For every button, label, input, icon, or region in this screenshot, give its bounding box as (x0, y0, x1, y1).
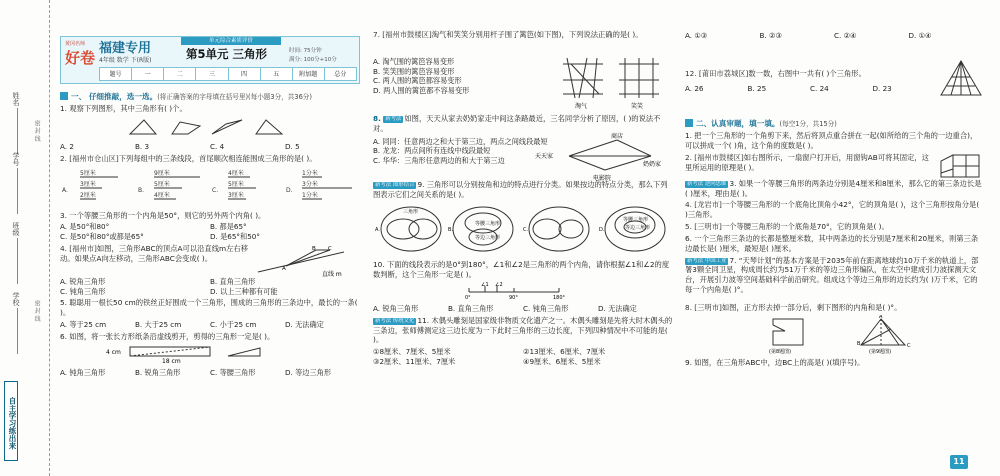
f5-text: 一个等腰三角形的一个底角是70°，它的顶角是( )。 (721, 222, 889, 232)
question-5: 5. 聪聪用一根长50 cm的铁丝正好围成一个三角形，围成的三角形的三条边中，最长的一条( )。 (60, 298, 358, 318)
fill-6: 6. 一个三角形三条边的长都是整厘米数，其中两条边的长分别是7厘米和20厘米，则第三条边最长是( )厘米，最短是( )厘米。 (685, 233, 979, 253)
class-blank[interactable] (17, 238, 18, 284)
q7-text: 淘气和笑笑分别用杆子围了篱笆(如下图)，下列说法正确的是( )。 (431, 30, 643, 39)
q10-tick: 0° (465, 295, 471, 301)
f3-text: 3. 如果一个等腰三角形的两条边分别是4厘米和8厘米，那么它的第三条边长是( )厘米，理由是( )。 (685, 178, 982, 198)
q12-text: 数一数，右图中一共有( )个三角形。 (748, 68, 866, 78)
class-label: 班级 (12, 222, 20, 236)
section-marker-icon (60, 92, 68, 100)
f8-source: 8. [三明市] (685, 302, 722, 312)
q1-shape (256, 120, 282, 134)
fill-4 (685, 200, 983, 220)
fill-2-block (685, 153, 983, 179)
unit-title: 第5单元 三角形 (186, 47, 268, 61)
option-d[interactable]: D. 无法确定 (285, 320, 324, 330)
q8-label-cinema: 电影院 (593, 174, 612, 182)
q9-option-d[interactable]: D. (599, 227, 605, 234)
choice-3: ③2厘米、11厘米、7厘米 (373, 357, 456, 366)
choice-1: ①8厘米、7厘米、5厘米 (373, 347, 451, 357)
f8-text: 如图，正方形去掉一部分后，剩下图形的内角和是( )°。 (721, 302, 902, 312)
option-d[interactable]: D. 无法确定 (598, 304, 637, 314)
option-d[interactable]: D. ①④ (908, 31, 932, 40)
option-c[interactable]: C. 两人围的篱笆都容易变形 (373, 76, 462, 86)
option-b[interactable]: B. 直角三角形 (210, 276, 256, 286)
question-12-block (685, 69, 983, 119)
option-d[interactable]: D. 两人围的篱笆都不容易变形 (373, 86, 470, 96)
q10-options (373, 304, 673, 314)
option-b[interactable]: B. ②③ (759, 31, 782, 40)
q4-options (60, 277, 360, 296)
q9-option-b[interactable]: B. (448, 227, 454, 234)
q12-options (685, 84, 935, 94)
q2-length: 4厘米 (154, 191, 170, 199)
f7-tag: 新考法 中国工业 (687, 257, 727, 264)
q4-triangle-figure (256, 246, 360, 278)
question-11 (373, 316, 673, 346)
q11-answer-options (685, 31, 983, 41)
option-d[interactable]: D. 是65°和50° (210, 232, 260, 242)
q2-source: 2. [福州市仓山区] (60, 153, 119, 163)
question-7 (373, 30, 673, 40)
logo-small-text: 黄冈名师 (65, 41, 86, 47)
q4-line-label: 直线 m (322, 270, 342, 278)
question-8: 8. 新考法 如图，天天从家去奶奶家走中间这条路最近，三名同学分析了原因，( )的说法不对。 (373, 114, 661, 133)
section-2-heading (685, 119, 983, 129)
section-marker-icon (685, 119, 693, 127)
q12-source: 12. [莆田市荔城区] (685, 68, 749, 78)
score-header-cell: 附加题 (293, 68, 325, 80)
school-label: 学校 (12, 292, 20, 306)
q2-option-a[interactable]: A. (62, 186, 68, 194)
question-9 (373, 180, 673, 200)
q2-length: 4厘米 (228, 169, 244, 177)
q2-length: 9厘米 (154, 169, 170, 177)
q7-fence-figure (553, 54, 673, 110)
q2-length: 3厘米 (80, 180, 96, 188)
q1-shape (130, 120, 156, 134)
publisher-logo (65, 41, 97, 79)
full-score: 满分: 100分+10分 (289, 57, 337, 63)
option-b[interactable]: B. 3 (135, 142, 150, 152)
f7-text: 7. “天琴计划”的基本方案是于2035年前在距离地球约10万千米的轨道上，部署3颗全同卫星，构成周长约为51万千米的等边三角形编队，在太空中建成引力波探测天文台，开展引力波等空间基础科学前沿研究。组成这个等边三角形的边长约为( )万千米，它的每一个内角是( )°。 (685, 255, 979, 295)
choice-2: ②13厘米、6厘米、7厘米 (523, 347, 606, 357)
q10-tick: 180° (553, 295, 566, 301)
q2-length: 5厘米 (80, 169, 96, 177)
spine-brand: 自主学习练出来 (4, 381, 18, 461)
grade-subject: 4年级 数学 下(R版) (99, 57, 152, 64)
section-2-title: 二、认真审题，填一填。 (696, 118, 780, 128)
q1-shapes-figure (60, 116, 360, 138)
option-c[interactable]: C. 小于25 cm (210, 320, 257, 330)
assessment-tag: 单元综合素质评价 (181, 37, 281, 45)
option-d[interactable]: D. 等边三角形 (285, 367, 332, 377)
fill-1: 1. 把一个三角形的一个角剪下来，然后将顶点重合拼在一起(如所给的三个角的一边重合)，可以拼成一个( )角，这个角的度数是( )。 (685, 130, 978, 150)
q6-width-label: 4 cm (106, 348, 121, 356)
q9-label: 等边三角形 (625, 225, 651, 232)
section-1-note: (将正确答案的字母填在括号里)(每小题3分，共36分) (157, 93, 312, 101)
option-a[interactable]: A. 26 (685, 83, 704, 93)
option-a[interactable]: A. 钝角三角形 (60, 367, 106, 377)
section-1-title: 一、 仔细推敲，选一选。 (71, 92, 158, 101)
q1-shape (212, 120, 242, 134)
q5-options (60, 320, 360, 330)
option-c[interactable]: C. ②④ (834, 31, 857, 40)
score-header-cell: 三 (196, 68, 228, 80)
score-header-cell: 五 (261, 68, 293, 80)
option-c[interactable]: C. 等腰三角形 (210, 367, 256, 377)
score-header-cell: 四 (229, 68, 261, 80)
option-a[interactable]: A. 淘气围的篱笆容易变形 (373, 57, 455, 66)
option-b[interactable]: B. 直角三角形 (448, 304, 494, 314)
seal-line-text-2: 密 封 线 (33, 300, 41, 322)
question-1: 1. 观察下列图形，其中三角形有( )个。 (60, 104, 187, 114)
svg-text:C: C (328, 245, 332, 252)
seal-line-text: 密 封 线 (33, 120, 41, 142)
q8-label-grandma: 奶奶家 (643, 160, 662, 168)
q2-length: 3分米 (302, 180, 318, 188)
q9-tag: 新考法 图形结合 (375, 181, 415, 188)
choice-4: ④9厘米、6厘米、5厘米 (523, 357, 601, 366)
q9-label: 等腰三角形 (623, 217, 649, 224)
svg-text:B: B (312, 245, 316, 252)
q7-source: 7. [福州市鼓楼区] (373, 30, 432, 39)
q7-label-taoqi: 淘气 (575, 103, 588, 110)
q10-number-line (373, 282, 673, 300)
school-blank[interactable] (17, 308, 18, 354)
binding-margin (0, 0, 50, 476)
score-header-cell: 二 (164, 68, 196, 80)
q12-triangle-figure (939, 59, 983, 99)
score-header-cell: 总分 (334, 71, 347, 78)
q9-label: 等腰三角形 (475, 221, 501, 228)
q2-option-c[interactable]: C. (212, 186, 219, 194)
q6-strip-figure (60, 344, 360, 364)
option-a[interactable]: A. ①③ (685, 31, 708, 40)
option-a[interactable]: A. 锐角三角形 (60, 276, 106, 286)
option-a[interactable]: A. 等于25 cm (60, 320, 107, 330)
question-2 (60, 154, 360, 164)
fill-7 (685, 256, 983, 295)
option-b[interactable]: B. 龙龙：两点间所有连线中线段最短 (373, 146, 491, 156)
option-c[interactable]: C. 4 (210, 142, 225, 152)
q9-venn-figure (373, 201, 673, 257)
option-a[interactable]: A. 同同：任意两边之和大于第三边，两点之间线段最短 (373, 136, 548, 146)
q8-label-home: 天天家 (535, 152, 554, 160)
logo-big-text: 好卷 (65, 48, 96, 67)
f8-f9-figures (685, 315, 983, 355)
q11-text: 11. 木偶头雕刻是国家级非物质文化遗产之一。木偶头雕刻是先将大时木偶头的三条边，张师傅测定这三边长度为一下此时三角形的三边长度，下列四种情况中不可能的是( )。 (373, 315, 673, 345)
q3-options (60, 222, 360, 241)
fill-5 (685, 222, 983, 232)
exam-meta (289, 47, 337, 65)
svg-text:A: A (282, 265, 286, 272)
option-b[interactable]: B. 锐角三角形 (135, 367, 181, 377)
q8-text: 如图，天天从家去奶奶家走中间这条路最近，三名同学分析了原因，( )的说法不对。 (373, 114, 661, 133)
q11-options (373, 347, 673, 366)
question-7-block (373, 30, 673, 114)
section-1-heading (60, 92, 360, 102)
option-a[interactable]: A. 锐角三角形 (373, 304, 419, 314)
q11-tag: 新考法 传统文化 (375, 317, 415, 324)
f4-text: 一个等腰三角形的一个底角比顶角小42°，它的顶角是( )，这个三角形按角分是( )三角形。 (685, 200, 980, 220)
q2-length: 3厘米 (228, 191, 244, 199)
question-4 (60, 244, 250, 264)
score-header-cell: 题号 (100, 68, 132, 80)
q7-options (373, 57, 543, 96)
q2-segments-figure (60, 166, 360, 208)
option-b[interactable]: B. 25 (747, 83, 767, 93)
q2-length: 5厘米 (228, 180, 244, 188)
q2-option-b[interactable]: B. (138, 186, 145, 194)
q2-text: 下列每组中的三条线段，首尾顺次相连能围成三角形的是( )。 (118, 153, 317, 163)
score-table (99, 67, 357, 81)
option-d[interactable]: D. 5 (285, 142, 300, 152)
option-b[interactable]: B. 笑笑围的篱笆容易变形 (373, 66, 455, 76)
option-c[interactable]: C. 钝角三角形 (523, 304, 569, 314)
q8-options (373, 137, 553, 166)
option-c[interactable]: C. 24 (810, 83, 829, 93)
question-3: 3. 一个等腰三角形的一个内角是50°，则它的另外两个内角( )。 (60, 210, 266, 220)
option-c[interactable]: C. 钝角三角形 (60, 286, 106, 296)
f2-text: 如右图所示，一扇窗户打开后，用窗钩AB可将其固定，这里所运用的原理是( )。 (685, 152, 929, 172)
q8-tag: 新考法 (385, 116, 402, 122)
time-limit: 时间: 75分钟 (289, 48, 322, 54)
question-6: 6. 如图，将一张长方形纸条沿虚线剪开，剪得的三角形一定是( )。 (60, 331, 275, 341)
option-d[interactable]: D. 23 (872, 83, 892, 93)
q6-length-label: 18 cm (162, 357, 181, 364)
name-blank[interactable] (17, 108, 18, 154)
question-12 (685, 69, 925, 79)
f8-caption: (第8题图) (769, 348, 792, 355)
option-c[interactable]: C. 是50°和80°或都是65° (60, 232, 144, 242)
column-3 (685, 30, 983, 370)
svg-text:B: B (857, 340, 861, 347)
score-header-cell: 一 (132, 68, 164, 80)
column-1 (60, 92, 360, 379)
f5-source: 5. [三明市] (685, 222, 722, 232)
id-label: 学号 (12, 152, 20, 166)
q2-length: 2厘米 (80, 191, 96, 199)
fill-2 (685, 153, 935, 173)
q1-shape (172, 122, 200, 134)
fill-3 (685, 179, 983, 199)
option-a[interactable]: A. 2 (60, 142, 74, 152)
f4-source: 4. [龙岩市] (685, 200, 722, 210)
q9-label: 等边三角形 (475, 235, 501, 242)
page-number: 11 (950, 455, 968, 469)
section-2-note: (每空1分，共15分) (779, 119, 837, 128)
q2-length: 5厘米 (154, 180, 170, 188)
f9-caption: (第9题图) (869, 348, 892, 355)
exam-header (60, 36, 360, 84)
option-b[interactable]: B. 都是65° (210, 222, 247, 232)
q2-length: 1分米 (302, 169, 318, 177)
q8-label-shop: 商店 (611, 132, 624, 140)
q8-route-figure (533, 130, 673, 182)
q2-option-d[interactable]: D. (286, 186, 293, 194)
option-d[interactable]: D. 以上三种都有可能 (210, 286, 278, 296)
q1-options (60, 142, 360, 152)
q4-text: 如图，三角形ABC的顶点A可以沿直线m左右移动。如果点A向左移动，三角形ABC会变成( )。 (60, 243, 248, 263)
q7-label-xiaoxiao: 笑笑 (631, 103, 644, 110)
question-10: 10. 下面的线段表示的是0°到180°，∠1和∠2是三角形的两个内角，请你根据∠1和∠2的度数判断，这个三角形一定是( )。 (373, 260, 670, 280)
q8-answers-block (373, 132, 673, 182)
name-label: 姓名 (12, 92, 20, 106)
column-2 (373, 30, 673, 369)
f3-tag: 新考法 逆向思维 (687, 180, 727, 187)
brand-title: 福建专用 (99, 41, 152, 56)
q10-angle-1: ∠1 (481, 282, 489, 289)
id-blank[interactable] (17, 168, 18, 214)
q10-angle-2: ∠2 (495, 282, 503, 289)
option-b[interactable]: B. 大于25 cm (135, 320, 182, 330)
q9-text: 9. 三角形可以分别按角和边的特点进行分类。如果按边的特点分类，那么下列图表示它们之间关系的是( )。 (373, 179, 668, 199)
q9-option-c[interactable]: C. (523, 227, 529, 234)
svg-text:C: C (907, 342, 911, 349)
q4-source: 4. [福州市] (60, 243, 97, 253)
fill-8 (685, 303, 983, 313)
q6-options (60, 368, 360, 378)
q9-option-a[interactable]: A. (375, 227, 380, 234)
fill-9: 9. 如图，在三角形ABC中，边BC上的高是( )(填序号)。 (685, 357, 865, 367)
f2-window-figure (939, 153, 981, 179)
q10-tick: 90° (509, 295, 518, 301)
option-a[interactable]: A. 是50°和80° (60, 222, 110, 232)
question-4-block (60, 244, 360, 276)
f2-source: 2. [福州市鼓楼区] (685, 152, 744, 162)
q9-label: 三角形 (403, 209, 419, 216)
option-c[interactable]: C. 华华：三角形任意两边的和大于第三边 (373, 156, 505, 166)
svg-text:A: A (879, 314, 883, 320)
q2-length: 1分米 (302, 191, 318, 199)
